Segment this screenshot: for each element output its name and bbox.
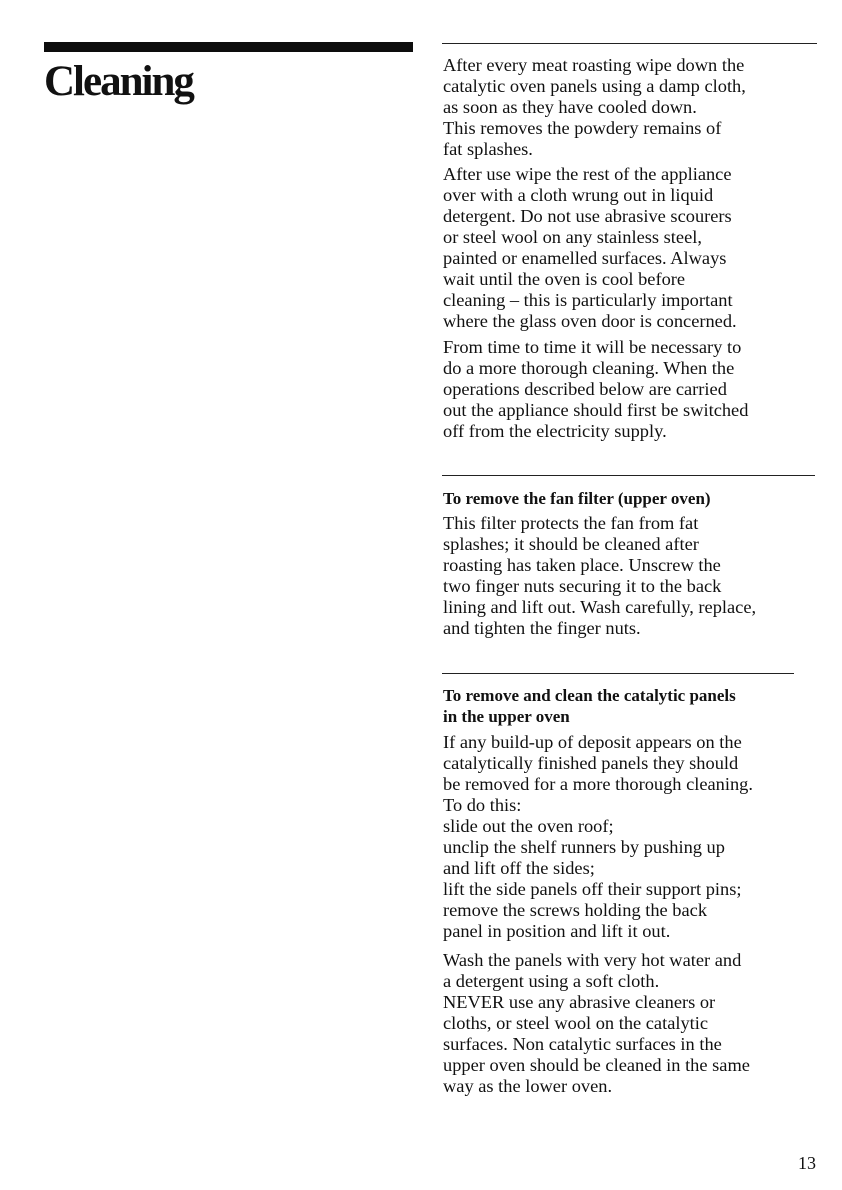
- page-title: Cleaning: [44, 58, 193, 105]
- fan-filter-body: This filter protects the fan from fat splashes; it should be cleaned after roasting has taken place. Unscrew the two finger nuts securing it to the back lining and lift out. Wash carefully, replace, and tighten the finger nuts.: [443, 513, 757, 638]
- top-rule: [442, 43, 817, 44]
- catalytic-panels-heading: To remove and clean the catalytic panels in the upper oven: [443, 686, 736, 726]
- intro-paragraph-2: After use wipe the rest of the appliance over with a cloth wrung out in liquid detergent. Do not use abrasive scourers or steel wool on any stainless steel, painted or enamelled surfaces. Always wait until the oven is cool before cleaning – this is particularly important where the glass oven door is concerned.: [443, 164, 737, 331]
- intro-paragraph-1: After every meat roasting wipe down the catalytic oven panels using a damp cloth, as soon as they have cooled down. This removes the powdery remains of fat splashes.: [443, 55, 746, 159]
- fan-filter-heading: To remove the fan filter (upper oven): [443, 489, 711, 508]
- section-rule-fan-filter: [442, 475, 815, 476]
- title-bar: [44, 42, 413, 52]
- page-number: 13: [798, 1153, 816, 1173]
- section-rule-catalytic-panels: [442, 673, 794, 674]
- catalytic-panels-paragraph-2: Wash the panels with very hot water and a detergent using a soft cloth. NEVER use any abrasive cleaners or cloths, or steel wool on the catalytic surfaces. Non catalytic surfaces in the upper oven should be cleaned in the same way as the lower oven.: [443, 950, 750, 1096]
- intro-paragraph-3: From time to time it will be necessary to do a more thorough cleaning. When the operations described below are carried out the appliance should first be switched off from the electricity supply.: [443, 337, 749, 441]
- catalytic-panels-paragraph-1: If any build-up of deposit appears on the catalytically finished panels they should be removed for a more thorough cleaning. To do this: slide out the oven roof; unclip the shelf runners by pushing up and lift off the sides; lift the side panels off their support pins; remove the screws holding the back panel in position and lift it out.: [443, 732, 753, 941]
